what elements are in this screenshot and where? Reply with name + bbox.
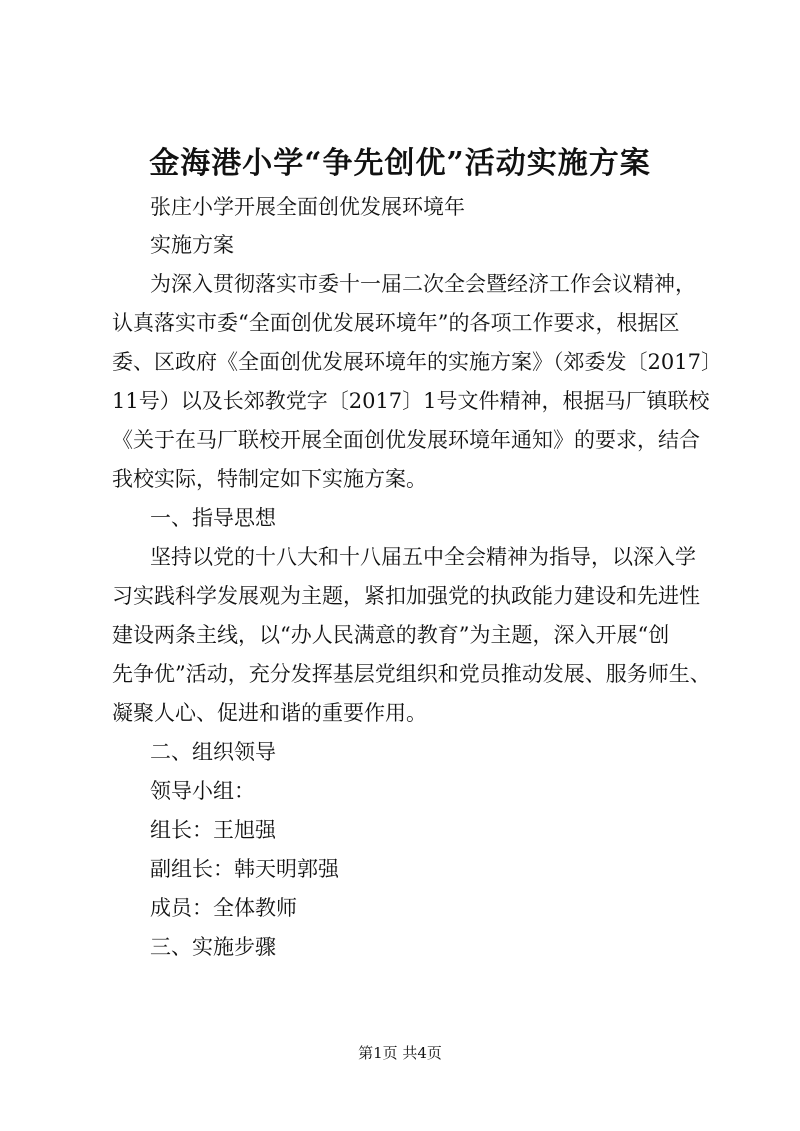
subtitle-line: 实施方案 <box>150 233 234 257</box>
section-heading: 一、指导思想 <box>150 506 276 530</box>
subtitle-line: 张庄小学开展全面创优发展环境年 <box>150 195 465 219</box>
paragraph-line: 坚持以党的十八大和十八届五中全会精神为指导，以深入学 <box>150 545 696 569</box>
paragraph-line: 委、区政府《全面创优发展环境年的实施方案》（郊委发〔2017〕 <box>112 350 722 374</box>
paragraph-line: 先争优”活动，充分发挥基层党组织和党员推动发展、服务师生、 <box>112 662 711 686</box>
paragraph-line: 为深入贯彻落实市委十一届二次全会暨经济工作会议精神， <box>150 272 696 296</box>
document-title: 金海港小学“争先创优”活动实施方案 <box>149 146 651 181</box>
paragraph-line: 习实践科学发展观为主题，紧扣加强党的执政能力建设和先进性 <box>112 584 700 608</box>
paragraph-line: 《关于在马厂联校开展全面创优发展环境年通知》的要求，结合 <box>112 428 700 452</box>
page-footer: 第1页 共4页 <box>358 1044 442 1062</box>
paragraph-line: 11号）以及长郊教党字〔2017〕1号文件精神，根据马厂镇联校 <box>112 389 710 413</box>
list-line: 领导小组： <box>150 779 255 803</box>
list-line: 成员：全体教师 <box>150 896 297 920</box>
section-heading: 三、实施步骤 <box>150 935 276 959</box>
paragraph-line: 认真落实市委“全面创优发展环境年”的各项工作要求，根据区 <box>112 311 680 335</box>
paragraph-line: 我校实际，特制定如下实施方案。 <box>112 467 427 491</box>
paragraph-line: 凝聚人心、促进和谐的重要作用。 <box>112 701 427 725</box>
list-line: 副组长：韩天明郭强 <box>150 857 339 881</box>
paragraph-line: 建设两条主线，以“办人民满意的教育”为主题，深入开展“创 <box>112 623 670 647</box>
section-heading: 二、组织领导 <box>150 740 276 764</box>
list-line: 组长：王旭强 <box>150 818 276 842</box>
